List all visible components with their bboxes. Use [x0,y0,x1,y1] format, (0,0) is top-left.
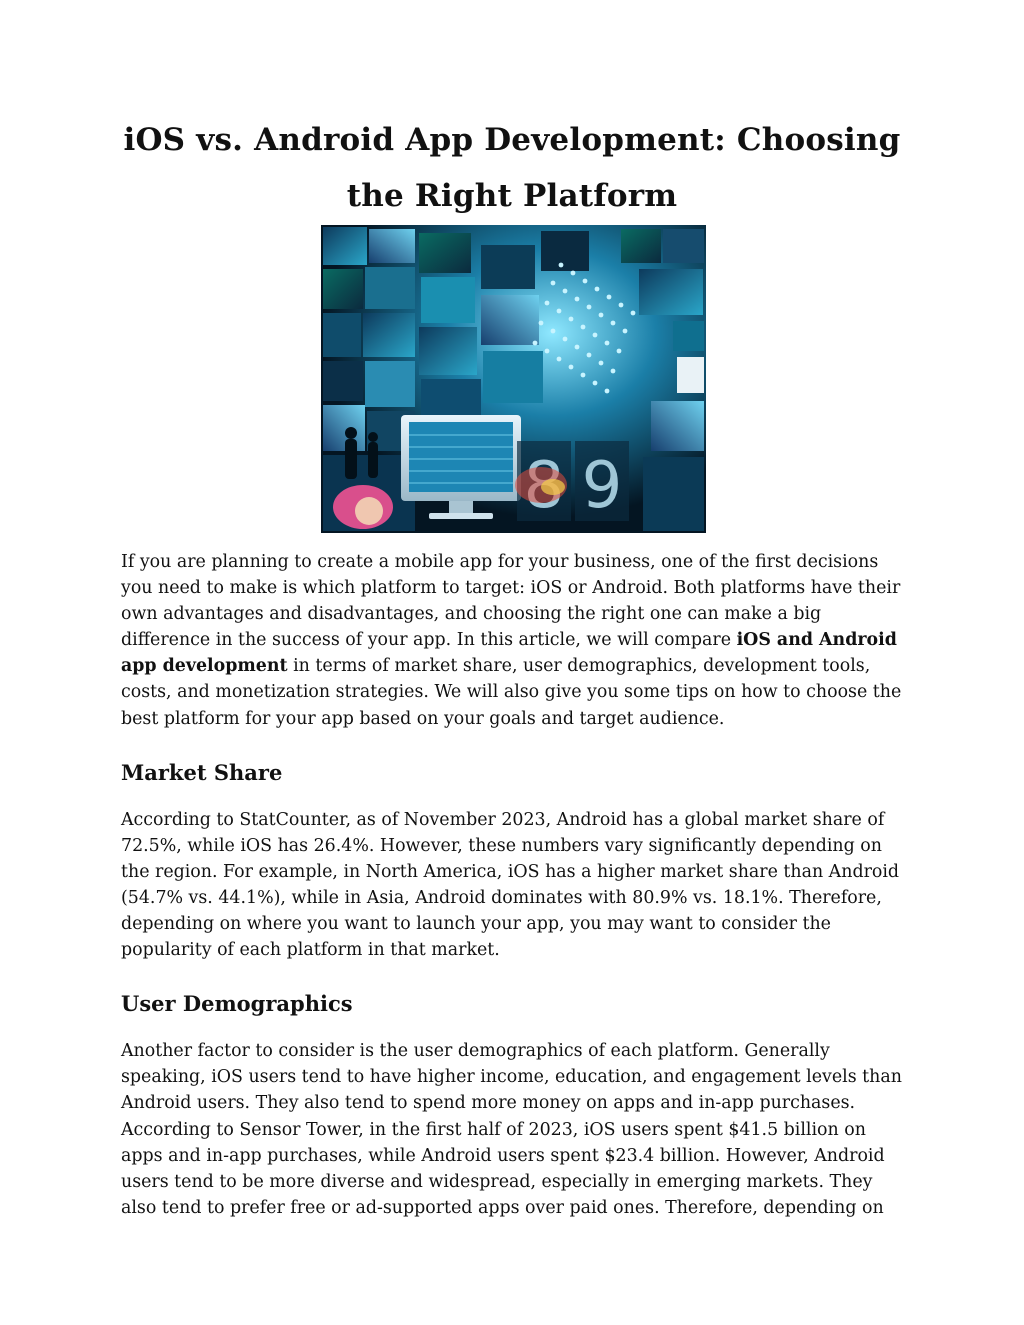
intro-paragraph [121,549,905,732]
section-heading-user-demographics: User Demographics [121,991,353,1017]
intro-text-before: If you are planning to create a mobile app for your business, one of the first decisions you need to make is which platform to target: iOS or Android. Both platforms have their own advantages and disadvantages, and choosing the right one can make a big difference in the success of your app. In this article, we will compare [121,552,901,651]
hero-image [321,225,706,533]
hero-illustration [321,225,706,533]
section-body-user-demographics: Another factor to consider is the user demographics of each platform. Generally speaking, iOS users tend to have higher income, education, and engagement levels than Android users. They also tend to spend more money on apps and in-app purchases. According to Sensor Tower, in the first half of 2023, iOS users spent $41.5 billion on apps and in-app purchases, while Android users spent $23.4 billion. However, Android users tend to be more diverse and widespread, especially in emerging markets. They also tend to prefer free or ad-supported apps over paid ones. Therefore, depending on [121,1041,902,1218]
article-body [121,549,905,1221]
intro-text-after: in terms of market share, user demographics, development tools, costs, and monetization strategies. We will also give you some tips on how to choose the best platform for your app based on your goals and target audience. [121,656,902,729]
intro-bold-text: iOS and Android app development [121,630,897,677]
woman-graphic [333,485,393,529]
section-heading-market-share: Market Share [121,759,283,785]
title-line-2: the Right Platform [346,178,678,214]
section-body-market-share: According to StatCounter, as of November 2023, Android has a global market share of 72.5%, while iOS has 26.4%. However, these numbers vary significantly depending on the region. For example, in North America, iOS has a higher market share than Android (54.7% vs. 44.1%), while in Asia, Android dominates with 80.9% vs. 18.1%. Therefore, depending on where you want to launch your app, you may want to consider the popularity of each platform in that market. [121,809,900,961]
page-title [100,112,924,224]
title-line-1: iOS vs. Android App Development: Choosing [123,122,901,158]
hero-digit-9: 9 [581,449,623,523]
